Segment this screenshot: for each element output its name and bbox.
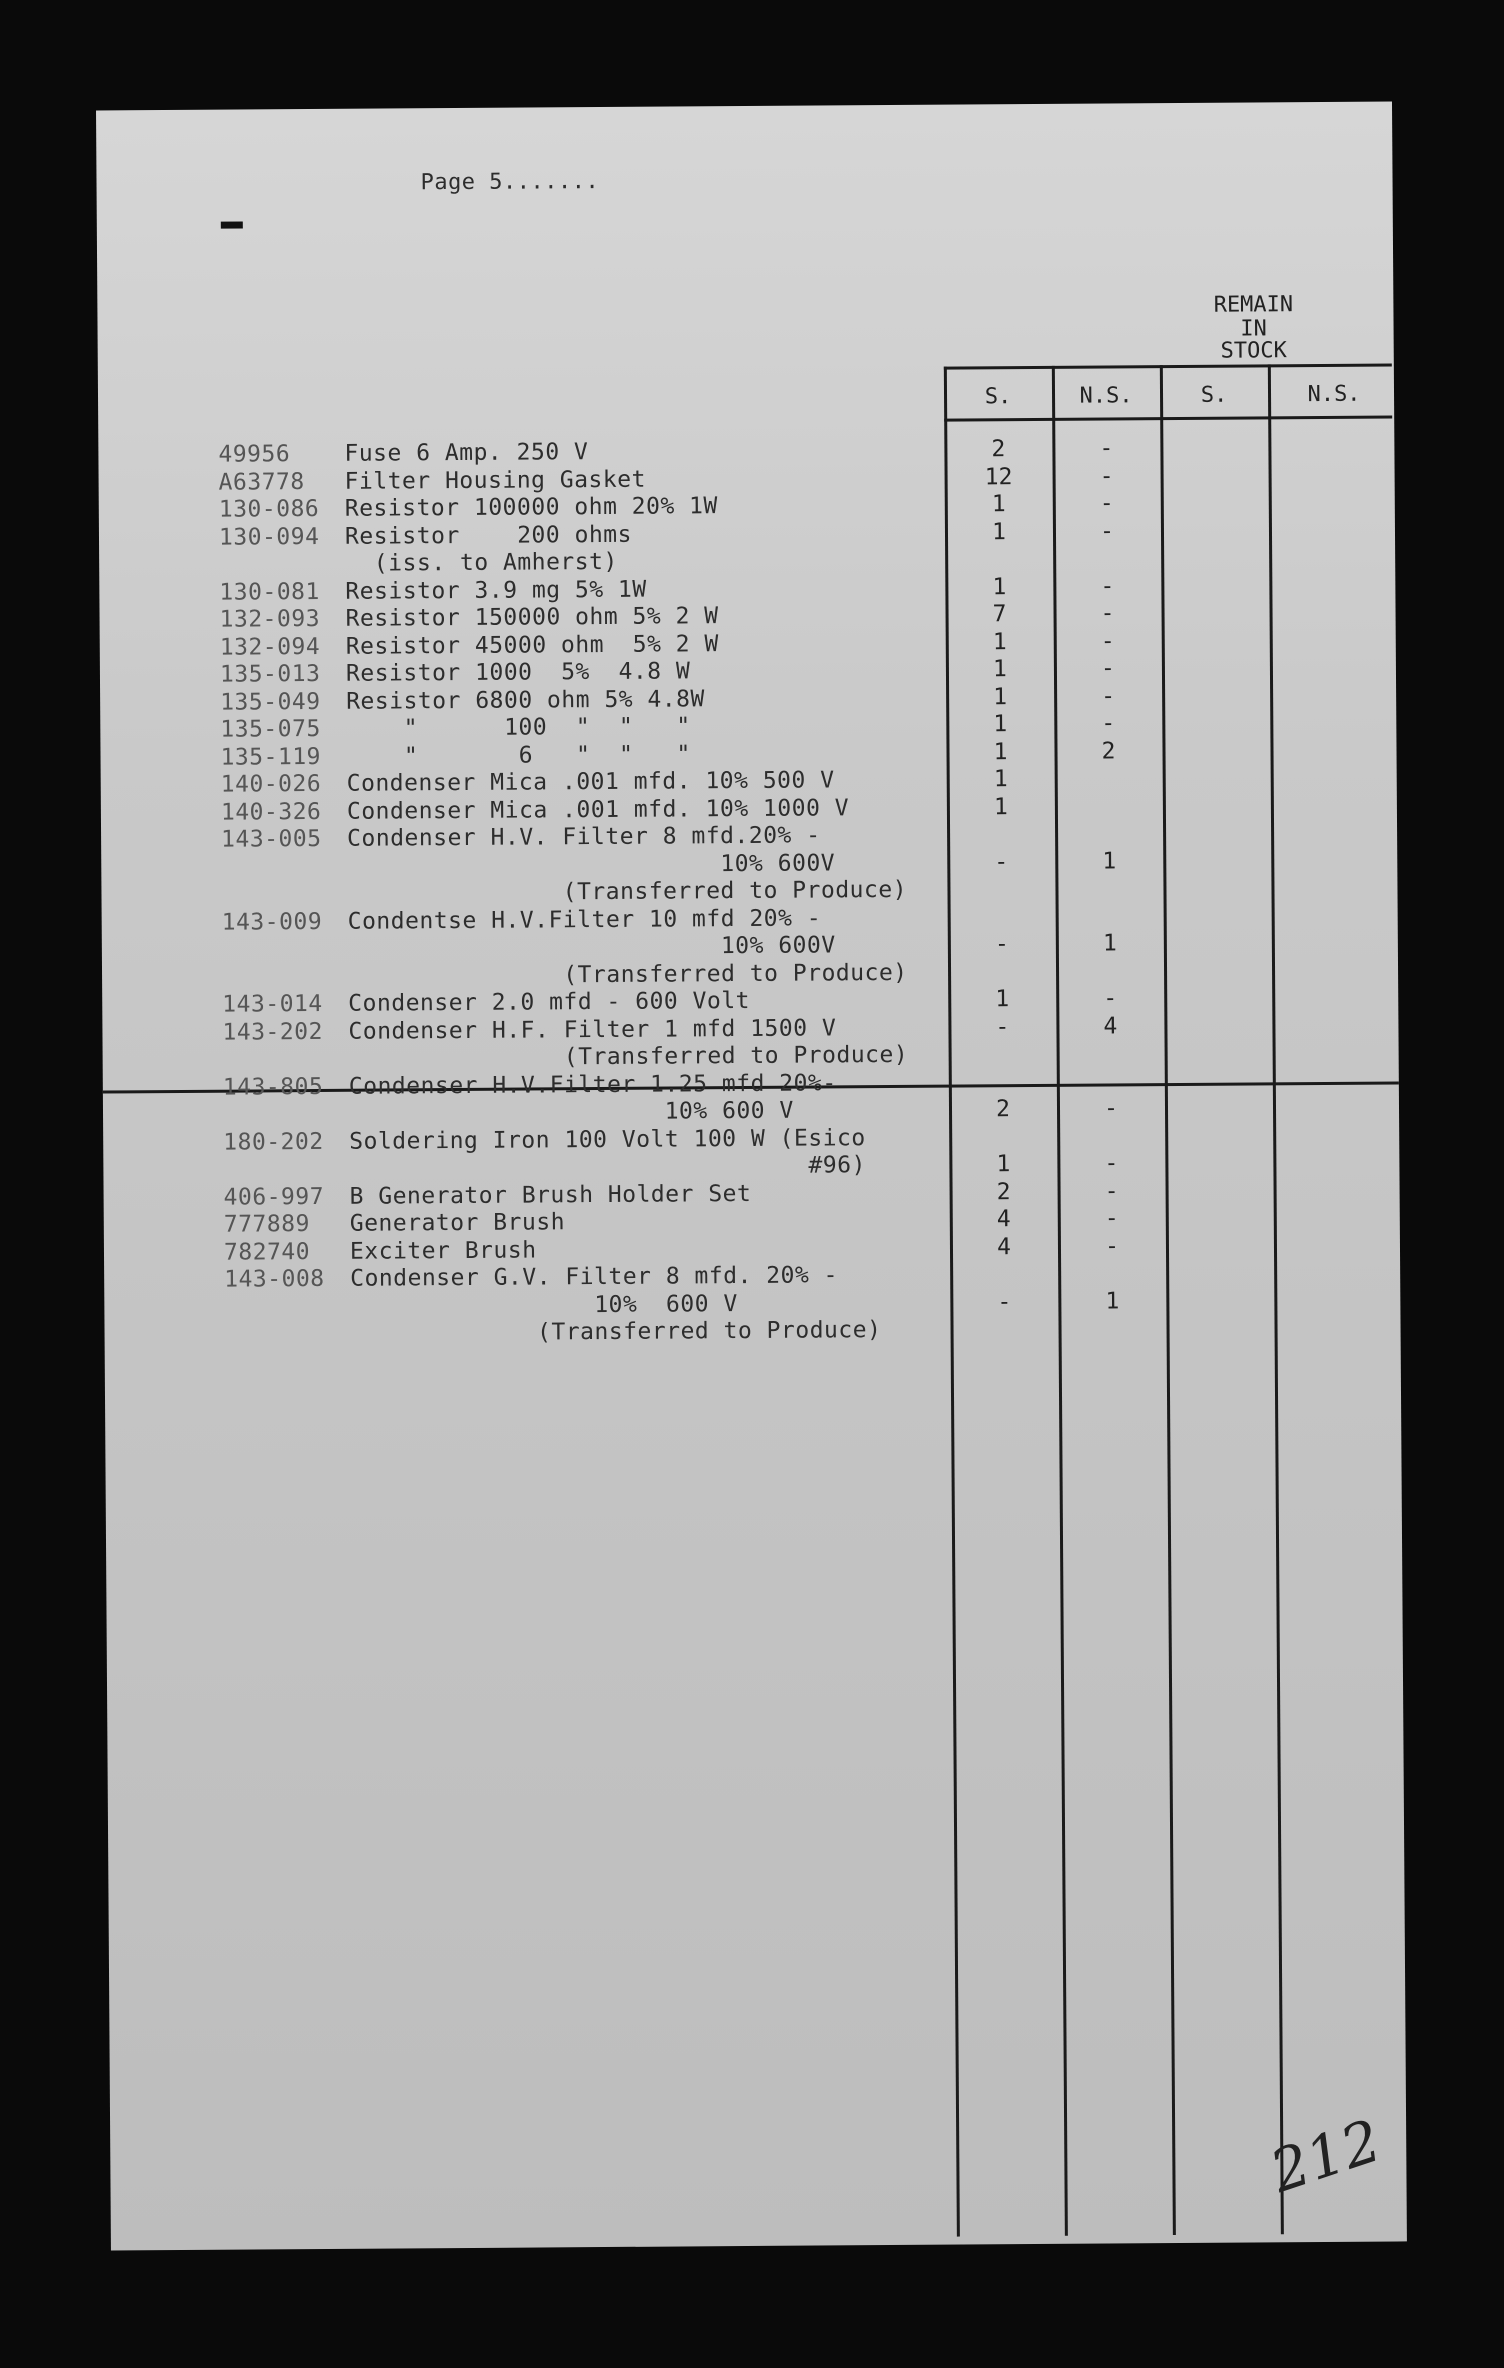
item-code: 132-093 — [219, 605, 321, 633]
qty-non-serviceable: - — [1101, 710, 1116, 737]
item-code: 143-014 — [222, 990, 323, 1018]
column-header-ns: N.S. — [1079, 383, 1133, 409]
item-description: Condenser H.V. Filter 8 mfd.20% - — [347, 822, 821, 852]
item-description: Condenser 2.0 mfd - 600 Volt — [348, 987, 751, 1017]
qty-serviceable: 1 — [993, 683, 1008, 710]
remain-header-line1: REMAIN — [1213, 292, 1294, 318]
item-description: Resistor 6800 ohm 5% 4.8W — [346, 685, 705, 715]
column-divider-3 — [1160, 365, 1176, 2235]
qty-non-serviceable: - — [1100, 572, 1115, 600]
column-divider-4 — [1268, 364, 1284, 2234]
item-description: Resistor 45000 ohm 5% 2 W — [345, 630, 719, 660]
item-description: (Transferred to Produce) — [347, 876, 908, 907]
qty-non-serviceable: 1 — [1102, 930, 1117, 957]
qty-serviceable: - — [997, 1288, 1012, 1315]
item-code: 140-026 — [220, 770, 322, 798]
item-code: 406-997 — [223, 1183, 325, 1211]
item-description: Condenser G.V. Filter 8 mfd. 20% - — [350, 1262, 839, 1292]
qty-serviceable: 1 — [992, 573, 1007, 600]
qty-non-serviceable: - — [1100, 655, 1115, 682]
qty-serviceable: 1 — [993, 766, 1008, 793]
document-page — [96, 101, 1407, 2250]
table-top-rule — [944, 363, 1392, 369]
item-description: Condenser H.F. Filter 1 mfd 1500 V — [348, 1014, 837, 1045]
column-divider-2 — [1052, 366, 1068, 2236]
table-header-rule — [944, 415, 1392, 421]
qty-serviceable: 1 — [992, 656, 1007, 683]
item-description: Filter Housing Gasket — [344, 466, 646, 495]
item-description: Resistor 1000 5% 4.8 W — [345, 658, 691, 687]
qty-serviceable: 1 — [995, 986, 1010, 1013]
qty-non-serviceable: 4 — [1103, 1012, 1118, 1040]
remain-header-line3: STOCK — [1220, 338, 1287, 364]
item-code: 140-326 — [220, 798, 322, 826]
qty-non-serviceable: 1 — [1102, 847, 1117, 875]
item-description: (Transferred to Produce) — [348, 1041, 909, 1072]
qty-serviceable: 12 — [984, 463, 1013, 490]
qty-serviceable: 2 — [995, 1096, 1011, 1123]
item-description: Resistor 150000 ohm 5% 2 W — [345, 603, 719, 632]
item-description: (iss. to Amherst) — [345, 548, 618, 577]
qty-non-serviceable: 2 — [1101, 737, 1116, 765]
item-description: Resistor 3.9 mg 5% 1W — [345, 576, 647, 605]
qty-serviceable: 4 — [996, 1233, 1011, 1260]
qty-non-serviceable: - — [1099, 435, 1114, 462]
qty-serviceable: 1 — [991, 491, 1006, 518]
item-description: 10% 600 V — [350, 1290, 738, 1320]
item-description: Soldering Iron 100 Volt 100 W (Esico — [349, 1124, 866, 1155]
item-description: Fuse 6 Amp. 250 V — [344, 439, 589, 467]
qty-serviceable: 1 — [993, 711, 1008, 738]
column-divider-1 — [944, 367, 960, 2237]
qty-non-serviceable: - — [1099, 462, 1114, 490]
item-description: (Transferred to Produce) — [350, 1317, 882, 1347]
item-code: 143-005 — [221, 825, 322, 853]
item-code: 143-009 — [221, 908, 323, 936]
qty-non-serviceable: - — [1104, 1232, 1119, 1260]
item-description: Condenser Mica .001 mfd. 10% 500 V — [346, 767, 835, 797]
item-code: 777889 — [223, 1211, 310, 1238]
item-code: 180-202 — [223, 1128, 324, 1156]
page-label: Page 5....... — [420, 169, 600, 196]
remain-header-line2: IN — [1240, 316, 1267, 342]
qty-non-serviceable: - — [1104, 1205, 1119, 1232]
qty-non-serviceable: - — [1100, 627, 1115, 655]
column-header-ns-remain: N.S. — [1307, 381, 1361, 408]
item-description: B Generator Brush Holder Set — [349, 1180, 752, 1210]
item-description: (Transferred to Produce) — [347, 959, 908, 990]
qty-non-serviceable: - — [1104, 1177, 1119, 1205]
qty-serviceable: - — [994, 848, 1009, 875]
item-code: 130-094 — [218, 523, 320, 551]
item-description: " 6 " " " — [346, 740, 691, 770]
item-description: Resistor 100000 ohm 20% 1W — [344, 493, 718, 522]
column-header-s: S. — [984, 384, 1012, 410]
item-code: 143-008 — [224, 1265, 325, 1293]
item-code: 49956 — [218, 441, 291, 468]
item-code: A63778 — [218, 468, 305, 496]
qty-non-serviceable: - — [1101, 682, 1116, 710]
item-description: Exciter Brush — [349, 1236, 537, 1265]
qty-serviceable: 2 — [991, 436, 1006, 463]
qty-non-serviceable: - — [1103, 1095, 1119, 1122]
item-description: 10% 600V — [347, 849, 836, 880]
qty-serviceable: 2 — [996, 1178, 1011, 1205]
item-description: Condentse H.V.Filter 10 mfd 20% - — [347, 904, 822, 935]
item-code: 143-805 — [222, 1073, 324, 1101]
item-description: Resistor 200 ohms — [344, 521, 633, 550]
qty-serviceable: 1 — [993, 738, 1008, 765]
qty-serviceable: 1 — [991, 518, 1006, 545]
item-code: 130-086 — [218, 495, 320, 523]
qty-non-serviceable: - — [1099, 490, 1114, 517]
qty-non-serviceable: - — [1099, 517, 1114, 545]
qty-serviceable: 4 — [996, 1206, 1011, 1233]
qty-serviceable: - — [995, 1013, 1010, 1040]
item-code: 130-081 — [219, 578, 320, 606]
qty-serviceable: 7 — [992, 601, 1007, 628]
qty-serviceable: 1 — [996, 1151, 1011, 1178]
qty-serviceable: 1 — [992, 628, 1007, 655]
qty-serviceable: 1 — [993, 793, 1008, 820]
item-description: Generator Brush — [349, 1209, 566, 1237]
item-description: 10% 600V — [347, 932, 836, 962]
qty-non-serviceable: 1 — [1105, 1287, 1120, 1315]
item-code: 132-094 — [219, 633, 321, 661]
item-description: #96) — [349, 1152, 866, 1182]
item-code: 143-202 — [222, 1018, 323, 1046]
item-description: " 100 " " " — [346, 713, 691, 742]
item-code: 782740 — [223, 1238, 311, 1266]
item-description: Condenser Mica .001 mfd. 10% 1000 V — [346, 794, 850, 825]
qty-non-serviceable: - — [1104, 1150, 1119, 1177]
column-header-s-remain: S. — [1200, 382, 1228, 408]
ink-mark — [221, 222, 243, 229]
qty-serviceable: - — [994, 931, 1009, 958]
item-code: 135-049 — [220, 688, 321, 716]
qty-non-serviceable: - — [1103, 985, 1118, 1012]
item-code: 135-075 — [220, 715, 321, 743]
item-description: Condenser H.V.Filter 1.25 mfd 20%- — [348, 1069, 837, 1100]
item-code: 135-119 — [220, 743, 322, 771]
item-code: 135-013 — [219, 660, 321, 688]
handwritten-page-number: 212 — [1262, 2106, 1389, 2206]
qty-non-serviceable: - — [1100, 600, 1115, 627]
item-description: 10% 600 V — [348, 1097, 794, 1127]
